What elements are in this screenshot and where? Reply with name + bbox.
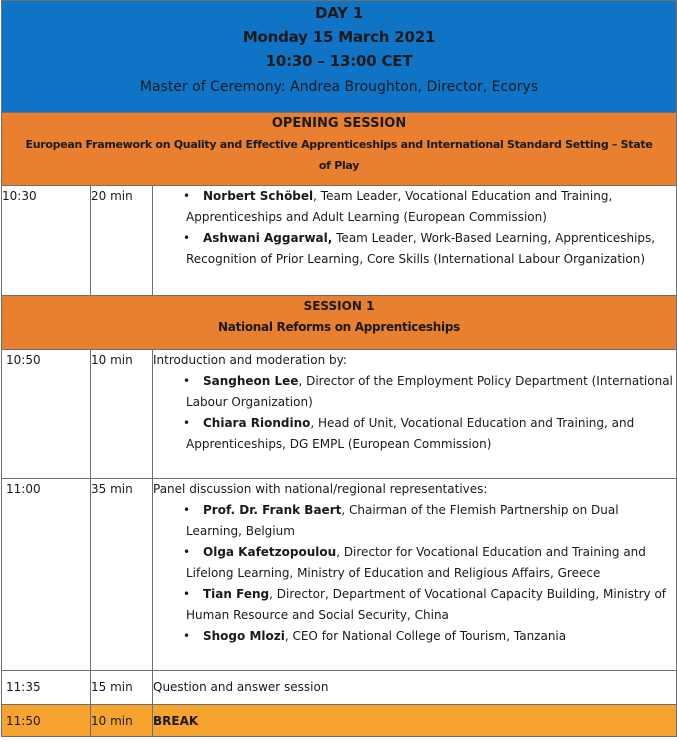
duration-cell: 20 min xyxy=(91,186,153,296)
duration-cell: 35 min xyxy=(91,479,153,671)
speaker-item xyxy=(153,228,676,270)
speaker-item xyxy=(153,626,676,647)
day-title: DAY 1 xyxy=(314,4,364,22)
speaker-role: , Director of the Employment Policy Department (International Labour Organization) xyxy=(186,374,673,409)
speaker-item xyxy=(153,413,676,455)
speaker-name: Olga Kafetzopoulou xyxy=(203,545,337,559)
speaker-list xyxy=(153,371,676,455)
speaker-name: Tian Feng xyxy=(203,587,270,601)
day-date: Monday 15 March 2021 xyxy=(242,28,436,46)
table-row xyxy=(2,350,677,479)
speaker-role: , CEO for National College of Tourism, Tanzania xyxy=(284,629,567,643)
speaker-name: Ashwani Aggarwal, xyxy=(203,231,333,245)
time-cell: 11:50 xyxy=(2,705,91,737)
speaker-role: , Head of Unit, Vocational Education and Training, and Apprenticeships, DG EMPL (European Commission) xyxy=(186,416,635,451)
row-intro: Panel discussion with national/regional representatives: xyxy=(153,482,488,496)
speaker-role: , Director for Vocational Education and Training and Lifelong Learning, Ministry of Education and Religious Affairs, Greece xyxy=(186,545,646,580)
table-row xyxy=(2,186,677,296)
speaker-item xyxy=(153,542,676,584)
time-cell: 11:00 xyxy=(2,479,91,671)
break-row xyxy=(2,705,677,737)
speaker-name: Shogo Mlozi xyxy=(203,629,285,643)
break-label: BREAK xyxy=(153,705,677,737)
session1-subtitle: National Reforms on Apprenticeships xyxy=(218,320,460,334)
description-cell xyxy=(153,186,677,296)
speaker-name: Chiara Riondino xyxy=(203,416,311,430)
session1-title: SESSION 1 xyxy=(303,299,375,313)
speaker-name: Prof. Dr. Frank Baert xyxy=(203,503,342,517)
duration-cell: 10 min xyxy=(91,350,153,479)
opening-session-header xyxy=(2,113,677,186)
session1-header xyxy=(2,296,677,350)
row-intro: Introduction and moderation by: xyxy=(153,353,347,367)
opening-session-title: OPENING SESSION xyxy=(271,116,407,131)
speaker-name: Norbert Schöbel xyxy=(203,189,314,203)
day-time: 10:30 – 13:00 CET xyxy=(265,52,413,70)
agenda-table xyxy=(1,0,677,737)
speaker-item xyxy=(153,500,676,542)
table-row xyxy=(2,479,677,671)
time-cell: 11:35 xyxy=(2,671,91,705)
speaker-item xyxy=(153,584,676,626)
speaker-list xyxy=(153,186,676,270)
description-cell: Question and answer session xyxy=(153,671,677,705)
speaker-list xyxy=(153,500,676,647)
master-of-ceremony: Master of Ceremony: Andrea Broughton, Director, Ecorys xyxy=(139,79,539,95)
speaker-name: Sangheon Lee xyxy=(203,374,299,388)
speaker-role: Team Leader, Work-Based Learning, Apprenticeships, Recognition of Prior Learning, Core Skills (International Labour Organization) xyxy=(186,231,656,266)
speaker-item xyxy=(153,371,676,413)
table-row xyxy=(2,671,677,705)
duration-cell: 15 min xyxy=(91,671,153,705)
speaker-role: , Team Leader, Vocational Education and Training, Apprenticeships and Adult Learning (European Commission) xyxy=(186,189,613,224)
duration-cell: 10 min xyxy=(91,705,153,737)
description-cell xyxy=(153,479,677,671)
speaker-role: , Chairman of the Flemish Partnership on Dual Learning, Belgium xyxy=(186,503,619,538)
speaker-item xyxy=(153,186,676,228)
opening-session-subtitle: European Framework on Quality and Effective Apprenticeships and International Standard Setting – State of Play xyxy=(25,138,653,172)
time-cell: 10:30 xyxy=(2,186,91,296)
speaker-role: , Director, Department of Vocational Capacity Building, Ministry of Human Resource and Social Security, China xyxy=(186,587,667,622)
description-cell xyxy=(153,350,677,479)
time-cell: 10:50 xyxy=(2,350,91,479)
day-header xyxy=(2,1,677,113)
